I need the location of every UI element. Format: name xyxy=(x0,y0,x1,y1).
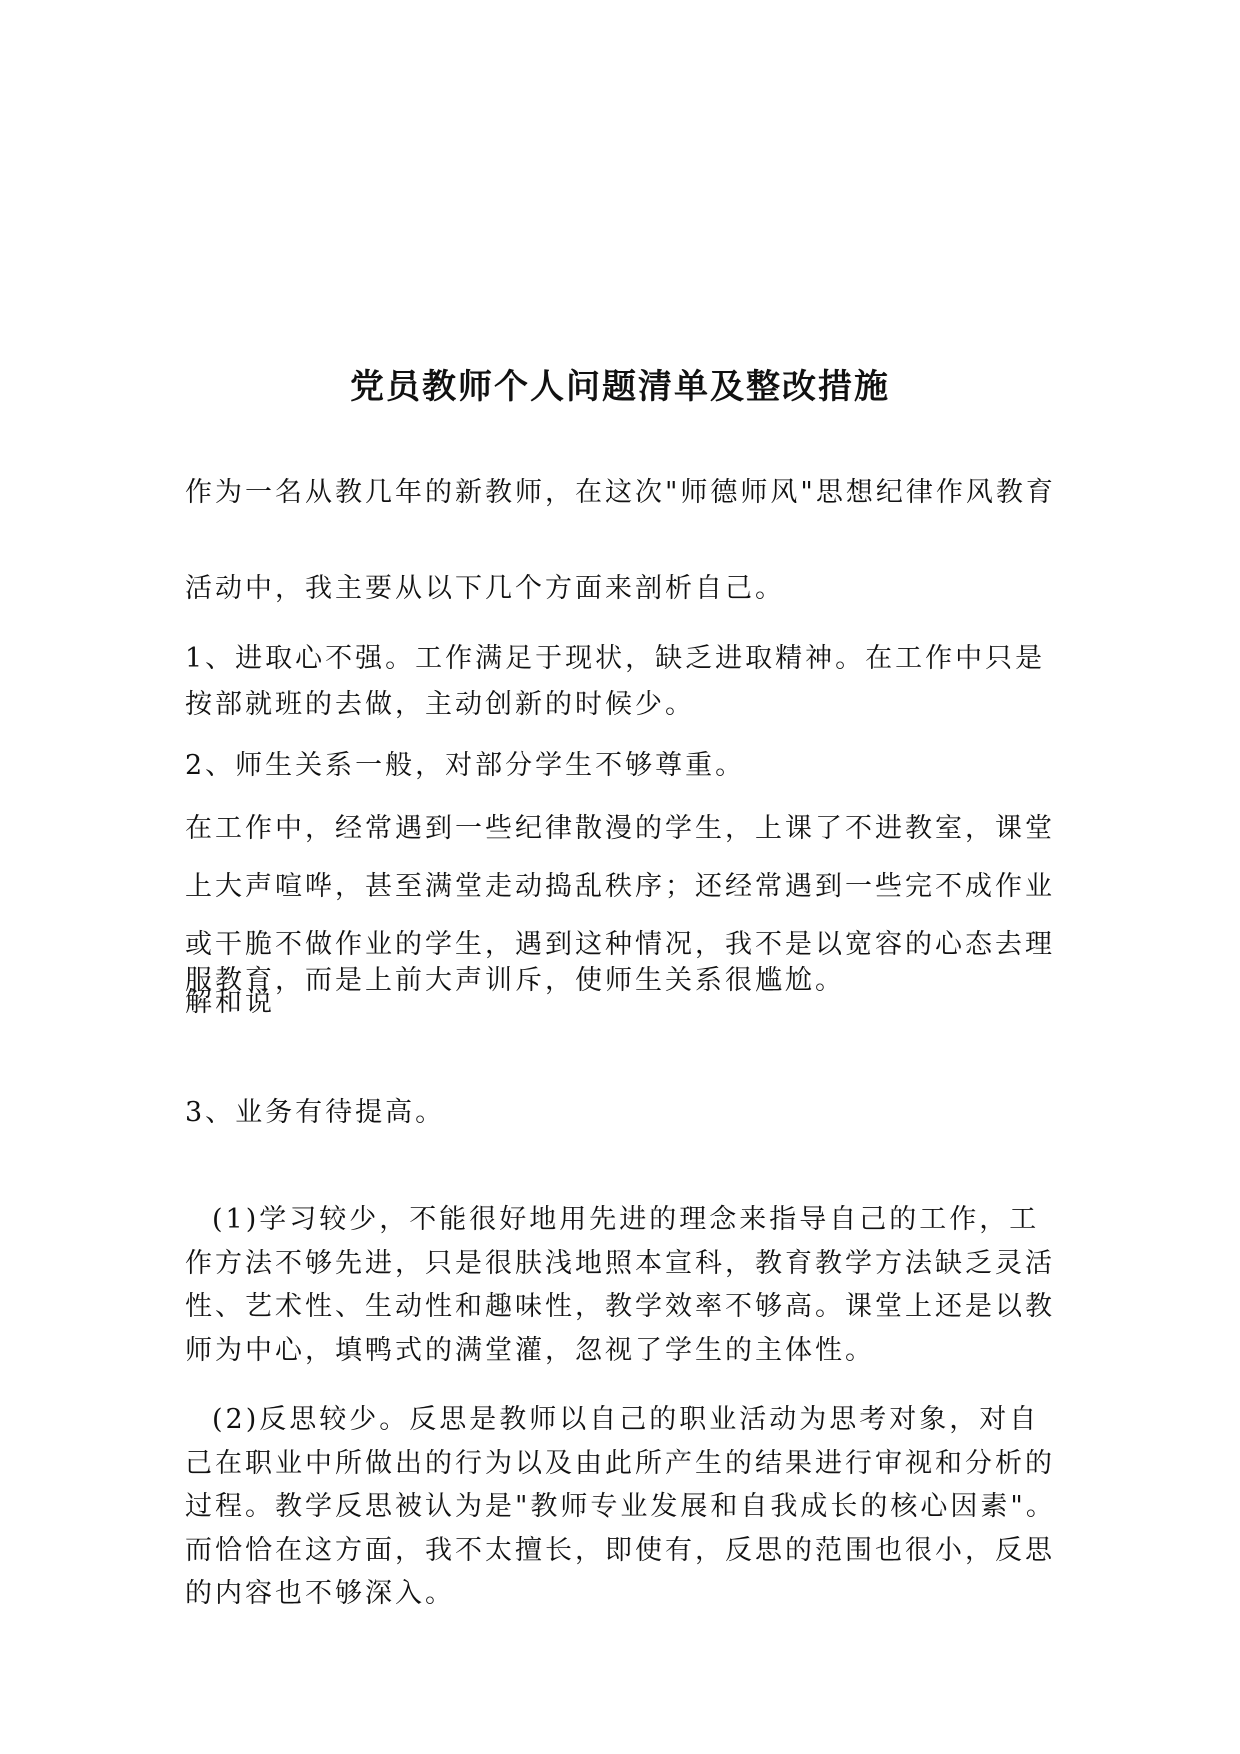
point-2-detail-paragraph: 在工作中，经常遇到一些纪律散漫的学生，上课了不进教室，课堂上大声喧哗，甚至满堂走动捣乱秩序；还经常遇到一些完不成作业或干脆不做作业的学生，遇到这种情况，我不是以宽容的心态去理解和说 xyxy=(185,813,1055,1018)
subpoint-2-paragraph: (2)反思较少。反思是教师以自己的职业活动为思考对象，对自己在职业中所做出的行为以及由此所产生的结果进行审视和分析的过程。教学反思被认为是"教师专业发展和自我成长的核心因素"。而恰恰在这方面，我不太擅长，即使有，反思的范围也很小，反思的内容也不够深入。 xyxy=(185,1404,1056,1609)
point-3-heading: 3、业务有待提高。 xyxy=(185,1097,446,1128)
point-1-paragraph: 1、进取心不强。工作满足于现状，缺乏进取精神。在工作中只是按部就班的去做，主动创新的时候少。 xyxy=(185,643,1046,720)
intro-paragraph: 作为一名从教几年的新教师，在这次"师德师风"思想纪律作风教育活动中，我主要从以下几个方面来剖析自己。 xyxy=(185,477,1056,604)
subpoint-1-paragraph: (1)学习较少，不能很好地用先进的理念来指导自己的工作，工作方法不够先进，只是很肤浅地照本宣科，教育教学方法缺乏灵活性、艺术性、生动性和趣味性，教学效率不够高。课堂上还是以教师为中心，填鸭式的满堂灌，忽视了学生的主体性。 xyxy=(185,1204,1055,1366)
point-2-detail-ending: 服教育，而是上前大声训斥，使师生关系很尴尬。 xyxy=(185,965,845,996)
point-2-heading: 2、师生关系一般，对部分学生不够尊重。 xyxy=(185,750,746,781)
document-title: 党员教师个人问题清单及整改措施 xyxy=(350,366,890,407)
